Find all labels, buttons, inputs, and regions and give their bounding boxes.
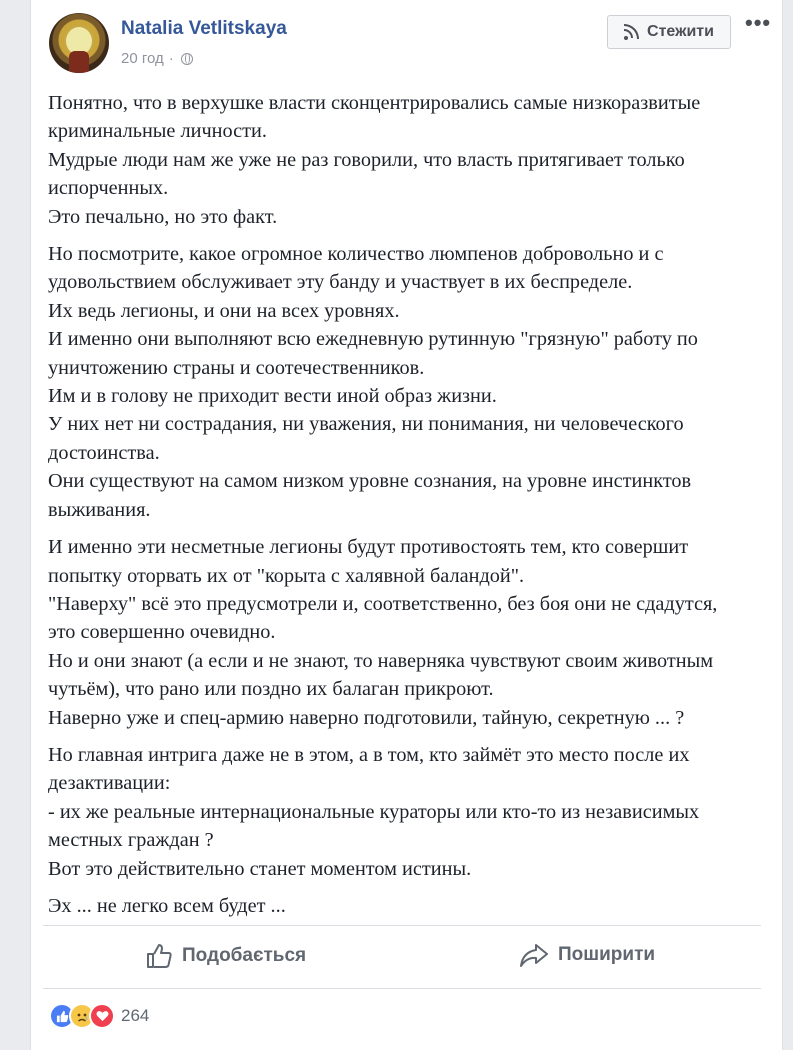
post-text-line: Мудрые люди нам же уже не раз говорили, что власть притягивает только [48,148,685,171]
post-text-line: И именно они выполняют всю ежедневную рутинную "грязную" работу по [48,328,698,351]
author-avatar[interactable] [49,13,109,73]
post-text-line: попытку оторвать их от "корыта с халявной баландой". [48,564,525,587]
post-text-line: достоинства. [48,441,160,464]
post-text-line: Но и они знают (а если и не знают, то наверняка чувствуют своим животным [48,649,714,672]
post-text-line: Они существуют на самом низком уровне сознания, на уровне инстинктов [48,470,692,493]
like-label: Подобається [182,945,307,966]
post-text-line: Их ведь легионы, и они на всех уровнях. [48,299,400,322]
post-text-line: чутьём), что рано или поздно их балаган прикроют. [48,678,494,701]
post-text-line: У них нет ни сострадания, ни уважения, ни понимания, ни человеческого [48,413,684,436]
post-text-line: выживания. [48,498,151,521]
post-text-line: Но главная интрига даже не в этом, а в том, кто займёт это место после их [48,743,690,766]
post-text-line: уничтожению страны и соотечественников. [48,356,425,379]
post-text-line: это совершенно очевидно. [48,621,276,644]
post-text-line: И именно эти несметные легионы будут противостоять тем, кто совершит [48,536,689,559]
thumbs-up-icon [145,942,173,970]
like-button[interactable] [145,942,306,970]
post-text-line: Наверно уже и спец-армию наверно подготовили, тайную, секретную ... ? [48,706,685,729]
post-text-line: Вот это действительно станет моментом истины. [48,857,472,880]
author-name[interactable]: Natalia Vetlitskaya [121,18,287,39]
post-text-line: Им и в голову не приходит вести иной образ жизни. [48,385,497,408]
post-text-line: местных граждан ? [48,829,214,852]
post-text-line: "Наверху" всё это предусмотрели и, соответственно, без боя они не сдадутся, [48,592,718,615]
post-text-line: Понятно, что в верхушке власти сконцентрировались самые низкоразвитые [48,92,701,114]
post-text-line: - их же реальные интернациональные кураторы или кто-то из независимых [48,800,700,823]
post-paragraph [48,240,760,524]
post-timestamp[interactable]: 20 год [121,50,164,67]
post-text-line: удовольствием обслуживает эту банду и участвует в их беспределе. [48,271,633,294]
post-paragraph [48,89,760,231]
avatar-robe [69,51,89,73]
post-text-line: испорченных. [48,177,169,200]
post-card [30,0,783,1050]
meta-separator: · [168,50,174,67]
post-text-line: дезактивации: [48,772,171,795]
post-text-line: криминальные личности. [48,120,267,143]
share-icon [519,942,549,968]
follow-button[interactable] [607,15,731,49]
love-reaction-icon [89,1003,115,1029]
reaction-count: 264 [121,1006,150,1025]
follow-label: Стежити [647,23,714,40]
globe-icon[interactable] [181,53,193,65]
action-bar [43,925,761,989]
post-text [48,89,760,929]
share-button[interactable] [519,942,655,968]
reactions-summary[interactable] [49,1003,149,1029]
post-meta [121,50,193,67]
rss-icon [624,24,640,40]
post-text-line: Но посмотрите, какое огромное количество люмпенов добровольно и с [48,243,664,266]
post-paragraph [48,741,760,883]
post-text-line: Эх ... не легко всем будет ... [48,894,286,917]
post-text-line: Это печально, но это факт. [48,205,278,228]
share-label: Поширити [558,944,656,965]
post-paragraph [48,533,760,732]
more-options-icon[interactable]: ••• [745,10,772,35]
post-paragraph [48,892,760,920]
